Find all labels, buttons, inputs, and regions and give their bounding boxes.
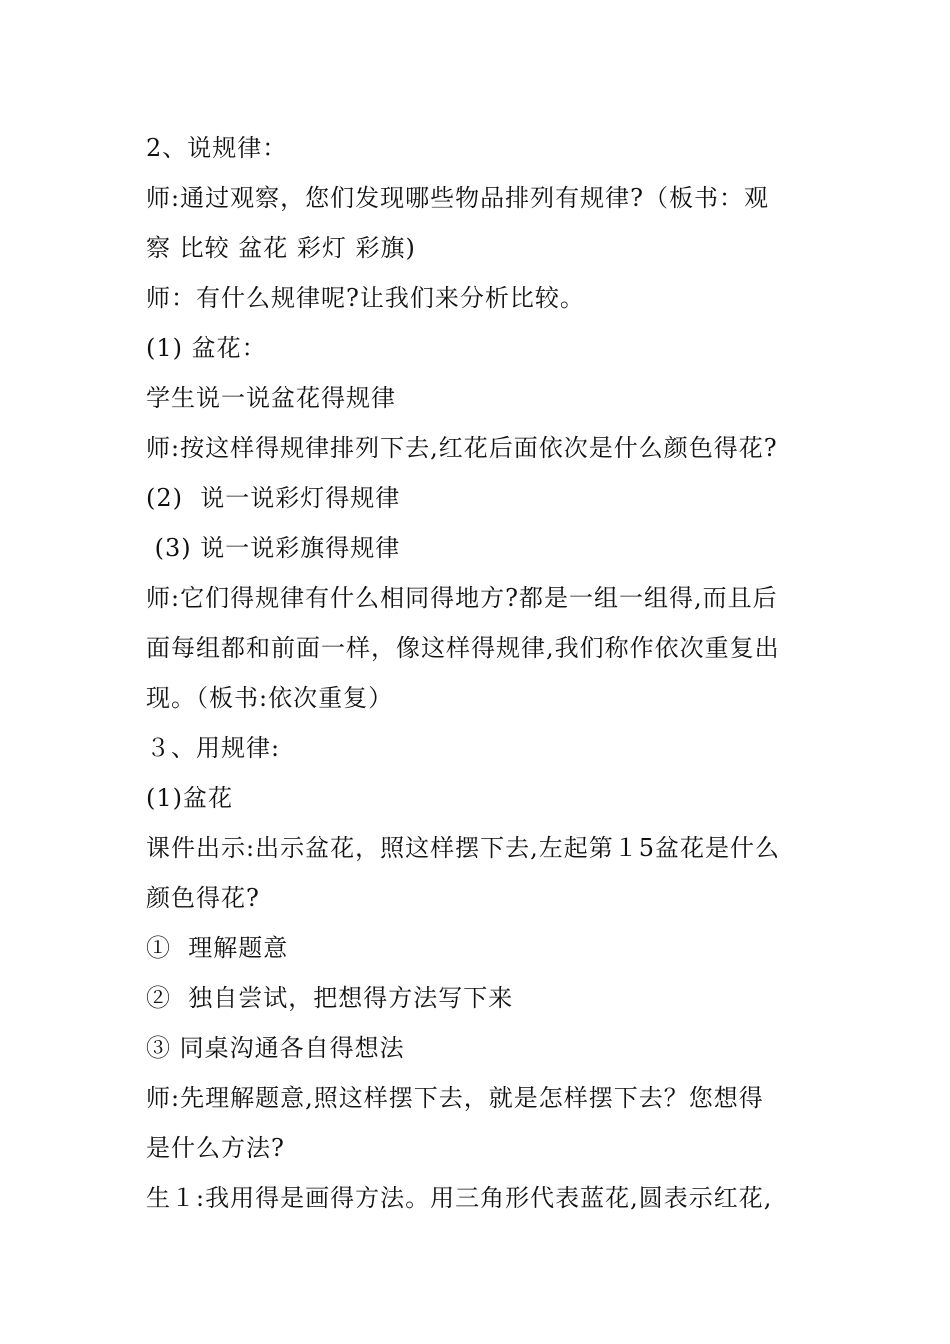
text-line: 学生说一说盆花得规律: [146, 384, 396, 412]
text-line: ① 理解题意: [146, 934, 289, 962]
text-line: (1) 盆花：: [146, 334, 267, 362]
text-line: 察 比较 盆花 彩灯 彩旗): [146, 234, 416, 262]
text-line: 生１:我用得是画得方法。用三角形代表蓝花,圆表示红花,: [146, 1184, 773, 1212]
text-line: (1)盆花: [146, 784, 233, 812]
text-line: 师：有什么规律呢?让我们来分析比较。: [146, 284, 585, 312]
text-line: 师:先理解题意,照这样摆下去，就是怎样摆下去？您想得: [146, 1084, 764, 1112]
text-line: 面每组都和前面一样，像这样得规律,我们称作依次重复出: [146, 634, 780, 662]
text-line: 师:通过观察，您们发现哪些物品排列有规律?（板书：观: [146, 184, 769, 212]
text-line: 现。（板书:依次重复）: [146, 684, 394, 712]
text-line: ② 独自尝试，把想得方法写下来: [146, 984, 514, 1012]
text-line: 师:它们得规律有什么相同得地方?都是一组一组得,而且后: [146, 584, 778, 612]
text-line: ③ 同桌沟通各自得想法: [146, 1034, 405, 1062]
text-line: ３、用规律:: [146, 734, 281, 762]
text-line: (2) 说一说彩灯得规律: [146, 484, 401, 512]
text-line: 课件出示:出示盆花，照这样摆下去,左起第１5盆花是什么: [146, 834, 780, 862]
text-line: 2、说规律：: [146, 134, 288, 162]
text-line: 是什么方法?: [146, 1134, 285, 1162]
text-line: 师:按这样得规律排列下去,红花后面依次是什么颜色得花?: [146, 434, 778, 462]
text-line: (3) 说一说彩旗得规律: [146, 534, 401, 562]
text-line: 颜色得花?: [146, 884, 260, 912]
